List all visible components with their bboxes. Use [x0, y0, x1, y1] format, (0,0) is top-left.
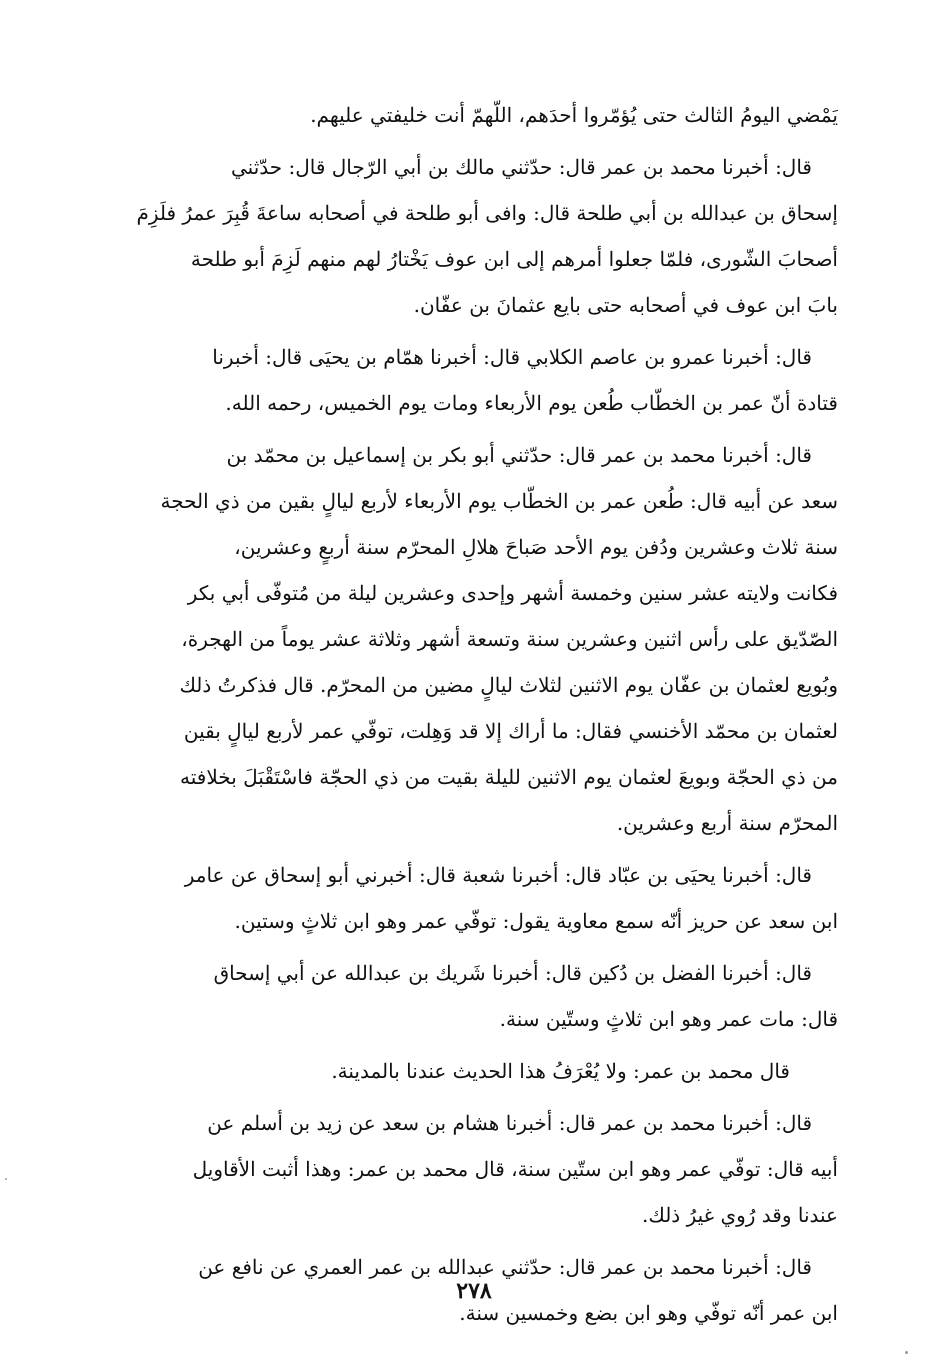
text-line: الصّدّيق على رأس اثنين وعشرين سنة وتسعة أشهر وثلاثة عشر يوماً من الهجرة،	[181, 627, 838, 651]
text-line: قال: أخبرنا يحيَى بن عبّاد قال: أخبرنا شعبة قال: أخبرني أبو إسحاق عن عامر	[184, 863, 812, 887]
page-number: ٢٧٨	[456, 1278, 492, 1304]
text-line: يَمْضي اليومُ الثالث حتى يُؤمّروا أحدَهم، اللّهمّ أنت خليفتي عليهم.	[310, 103, 838, 127]
text-line: قال محمد بن عمر: ولا يُعْرَفُ هذا الحديث عندنا بالمدينة.	[331, 1059, 790, 1083]
text-line: فكانت ولايته عشر سنين وخمسة أشهر وإحدى وعشرين ليلة من مُتوفّى أبي بكر	[187, 581, 838, 605]
text-line: سنة ثلاث وعشرين ودُفن يوم الأحد صَباحَ هلالِ المحرّم سنة أربعٍ وعشرين،	[234, 535, 838, 559]
text-line: قال: أخبرنا عمرو بن عاصم الكلابي قال: أخبرنا همّام بن يحيَى قال: أخبرنا	[212, 345, 812, 369]
text-line: قال: أخبرنا محمد بن عمر قال: حدّثني مالك بن أبي الرّجال قال: حدّثني	[231, 155, 812, 179]
body-text	[80, 92, 838, 1342]
text-line: قتادة أنّ عمر بن الخطّاب طُعن يوم الأربعاء ومات يوم الخميس، رحمه الله.	[225, 391, 838, 415]
text-line: ابن عمر أنّه توفّي وهو ابن بضع وخمسين سنة.	[459, 1301, 838, 1325]
paragraph-6	[80, 950, 838, 1042]
text-line: قال: أخبرنا الفضل بن دُكين قال: أخبرنا شَريك بن عبدالله عن أبي إسحاق	[213, 961, 812, 985]
text-line: أصحابَ الشّورى، فلمّا جعلوا أمرهم إلى ابن عوف يَخْتارُ لهم منهم لَزِمَ أبو طلحة	[190, 247, 838, 271]
paragraph-4	[80, 432, 838, 846]
text-line: قال: مات عمر وهو ابن ثلاثٍ وستّين سنة.	[499, 1007, 838, 1031]
paragraph-5	[80, 852, 838, 944]
text-line: قال: أخبرنا محمد بن عمر قال: حدّثني أبو بكر بن إسماعيل بن محمّد بن	[226, 443, 812, 467]
scan-speck	[5, 1178, 7, 1180]
text-line: ابن سعد عن حريز أنّه سمع معاوية يقول: توفّي عمر وهو ابن ثلاثٍ وستين.	[234, 909, 838, 933]
text-line: سعد عن أبيه قال: طُعن عمر بن الخطّاب يوم الأربعاء لأربع ليالٍ بقين من ذي الحجة	[160, 489, 838, 513]
text-line: من ذي الحجّة وبويعَ لعثمان يوم الاثنين لليلة بقيت من ذي الحجّة فاسْتَقْبَلَ بخلافته	[180, 765, 838, 789]
paragraph-3	[80, 334, 838, 426]
paragraph-1	[80, 92, 838, 138]
text-line: بابَ ابن عوف في أصحابه حتى بايع عثمانَ بن عفّان.	[413, 293, 838, 317]
paragraph-2	[80, 144, 838, 328]
text-line: وبُويع لعثمان بن عفّان يوم الاثنين لثلاث ليالٍ مضين من المحرّم. قال فذكرتُ ذلك	[179, 673, 838, 697]
scan-speck	[905, 1351, 908, 1354]
text-line: قال: أخبرنا محمد بن عمر قال: حدّثني عبدالله بن عمر العمري عن نافع عن	[198, 1255, 812, 1279]
text-line: أبيه قال: توفّي عمر وهو ابن ستّين سنة، قال محمد بن عمر: وهذا أثبت الأقاويل	[192, 1157, 838, 1181]
text-line: عندنا وقد رُوي غيرُ ذلك.	[642, 1203, 838, 1227]
text-line: قال: أخبرنا محمد بن عمر قال: أخبرنا هشام بن سعد عن زيد بن أسلم عن	[207, 1111, 812, 1135]
paragraph-7	[80, 1048, 838, 1094]
text-line: المحرّم سنة أربع وعشرين.	[616, 811, 838, 835]
text-line: إسحاق بن عبدالله بن أبي طلحة قال: وافى أبو طلحة في أصحابه ساعةَ قُبِرَ عمرُ فلَزِمَ	[136, 201, 838, 225]
text-line: لعثمان بن محمّد الأخنسي فقال: ما أراك إلا قد وَهِلت، توفّي عمر لأربع ليالٍ بقين	[183, 719, 838, 743]
paragraph-8	[80, 1100, 838, 1238]
